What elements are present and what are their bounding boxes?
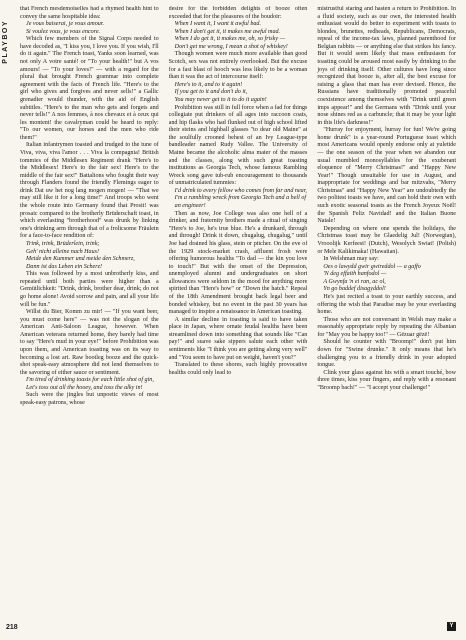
page-number: 218 <box>6 624 18 631</box>
paragraph: Such were the jingles but unpoetic views of most speak-easy patrons, whose <box>20 392 159 407</box>
paragraph: In Welshman may say: <box>323 256 379 263</box>
paragraph: "Hurray for enjoyment, hurray for fun! We're going home drunk" is a year-round Portuguese toast which most Americans would openly endorse only at yuletide — the one season of the year when we abandon our usual mumbled monosyllables for the exuberant eloquence of "Merry Christmas!" and "Happy New Year!" Though unsuitable for use in August, and inappropriate for weddings and bar mitzvahs, "Merry Christmas" and "Happy New Year" are undoubtedly the two politest toasts we have, and can hold their own with such exotic seasonal toasts as the French Joyeux Noël! the Spanish Feliz Navidad! and the Italian Buone Natale! <box>317 127 457 225</box>
paragraph: Which few members of the Signal Corps needed to have decoded as, "I kiss you, I love you. If you wish, I'll do it again." The French toast, Yanks soon learned, was not only A votre santé! or "To your health!" but A vos amours! — "To your loves!" — with a regard for the plural that brought French grammar into complete agreement with the facts of French life. "Here's to the girl who gives and forgives and never sells!" a Gallic grenadier would thunder, with the aid of English subtitles. "Here's to the man who gets and forgets and never tells!" A nos femmes, à nos chevaux et à ceux qui les montent! the cavalryman could be heard to reply: "To our women, our horses and the men who ride them!" <box>20 36 159 141</box>
column-3 <box>317 6 456 622</box>
verse-line: Je vous baiserai, je vous amour. <box>26 21 105 28</box>
verse-line: When I don't get it, it makes me awful mad. <box>174 28 281 35</box>
paragraph: Though women were much more available than good Scotch, sex was not entirely overlooked. But the excuse for a fast blast of hooch was less likely to be a woman than it was the act of intercourse itself: <box>168 51 308 81</box>
paragraph: Willst du Bier, Komm zu mir! — "If you want beer, you must come here" — was not the slogan of the American Anti-Saloon League, however. When American veterans returned home, they barely had time to say "Here's mud in your eye!" before Prohibition was upon them, and American toasting was on its way to becoming a lost art. Raw bootleg booze and the quick-shot speak-easy atmosphere did not lend themselves to the savoring of either sauce or sentiment. <box>20 309 159 376</box>
verse-line: Oes o lawydd gwir gwireddol — a gaffo <box>323 263 421 270</box>
paragraph: Then as now, Joe College was also one hell of a drinker, and fraternity brothers made a ritual of singing "Here's to Joe, he's true blue. He's a drunkard, through and through! Drink it down, chugalug, chugalug," until Joe had drained his glass, stein or pitcher. On the eve of the 1929 stock-market crash, affluent frosh were offering humorous healths "To dad — the kin you love to touch!" But with the onset of the Depression, unemployed alumni and undergraduates on short allowances were seldom in the mood for anything more spirited than "Here's how" or "Down the hatch." Repeal of the 18th Amendment brought back legal beer and bonded whiskey, but no event in the past 30 years has managed to inspire a renaissance in American toasting. <box>168 210 308 316</box>
paragraph: He's just recited a toast to your earthly success, and offering the wish that Paradise may be your everlasting home. <box>317 293 457 316</box>
verse-line: Trink, trink, Brüderlein, trink; <box>26 240 100 247</box>
verse-line: When I do get it, it makes me, oh, so frisky — <box>174 36 286 43</box>
verse-line: I'd drink to every fellow who comes from far and near, <box>174 187 307 194</box>
verse-line: Meide den Kummer und meide den Schmerz, <box>26 256 135 263</box>
verse-line: Yn go baddef disagyddol! <box>323 286 386 293</box>
paragraph: Should he counter with "Broomp!" don't put him down for "Swine drunke." It only means that he's challenging you to a friendly drink in your adopted tongue. <box>317 339 457 369</box>
verse-line: I'm a rambling wreck from Georgia Tech and a hell of an engineer! <box>174 195 307 210</box>
verse-line: Let's toss out all the hooey, and toss the alky in! <box>26 384 143 391</box>
paragraph: Prohibition was still in full force when a fad for things collegiate put drinkers of all ages into raccoon coats, and hip flasks who had flunked out of high school lifted their steins and highball glasses "to dear old Maine" at the soulfully crooned behest of an Ivy League-type bandleader named Rudy Vallee. The University of Maine became the alcoholic alma mater of the masses and the classes, along with such great toasting institutions as Georgia Tech, whose famous Rambling Wreck song gave tub-rub encouragement to thousands of unmatriculated tummies: <box>168 104 308 187</box>
verse-line: Here's to it, and to it again! <box>174 81 243 88</box>
verse-line: A Gwynfa 'n ei ran, ac ol, <box>323 278 386 285</box>
paragraph: that French mesdemoiselles had a rhymed health hint to convey the same hospitable idea: <box>20 6 159 20</box>
end-mark-icon: Y <box>447 622 456 631</box>
verse-line: Si voulez vous, je vous encore. <box>26 28 101 35</box>
column-1 <box>20 6 159 622</box>
verse-line: Dann ist das Leben ein Scherz! <box>26 263 102 270</box>
paragraph: Translated to these shores, such highly provocative healths could only lead to <box>168 362 308 376</box>
article-body <box>20 6 456 622</box>
verse-line: I'm tired of drinking toasts for each little shot of gin, <box>26 377 154 384</box>
paragraph: A similar decline in toasting is said to have taken place in Japan, where ornate feudal healths have been streamlined down into something that sounds like "Can pay!" and suave sake sippers salute each other with sentiments like "I think you are getting along very well" and "You seem to have put on weight, haven't you?" <box>168 316 308 361</box>
paragraph: Italian infantrymen toasted and trudged to the tune of Viva, viva, viva l'amor . . . Viva la compagnia! British tommies of the Middlesex Regiment drank "Here's to the Middlesex! Here's to the fair sex! Here's to the middle of the fair sex!" Battalions who fought their way through Flanders found the friendly Flemings eager to drink Dat uw het nog lang mogen mogen! — "That we may still like it for a long time!" And troops who went the whole route into Germany found that Prosit! was prosaic compared to the brotherly Brüderschaft toast, in which everlasting "brotherhood" was drunk by linking one's drinking arm through that of a frolicsome Fräulein for a face-to-face rendition of: <box>20 142 159 240</box>
magazine-name: PLAYBOY <box>2 20 9 64</box>
paragraph: Those who are not conversant in Welsh may make a reasonably appropriate reply by repeating the Albanian for "May you be happy too!" — Gëzuar gëzë! <box>317 316 457 338</box>
paragraph: desire for the forbidden delights of booze often exceeded that for the pleasures of the boudoir: <box>168 6 308 20</box>
paragraph: mistrustful staring and hasten a return to Prohibition. In a fluid society, such as our own, the interested health enthusiast would do better to experiment with toasts to blondes, brunettes, redheads, Republicans, Democrats, repeal of the income-tax laws, planned parenthood for Belgian rabbits — or anything else that strikes his fancy. But it would seem likely that mass enthusiasm for toasting could be aroused most easily by drinking to the joys of drinking itself. Other cultures have long since recognized that booze is, after all, the best excuse for raising a glass that man has ever devised. Hence, the Russians have traditionally promoted peaceful coexistence among themselves with "Drink until green imps appear!" and the Germans with "Drink until your nose shines red as a carbuncle; that it may be your light in this life's darkness!" <box>317 6 457 126</box>
column-2 <box>169 6 308 622</box>
page-footer <box>4 622 462 634</box>
paragraph: Clink your glass against his with a smart touché, bow three times, kiss your fingers, and reply with a resonant "Broomp bach!" — "I accept your challenge!" <box>317 369 457 391</box>
paragraph: This was followed by a most unbrotherly kiss, and repeated until both parties were higher than a Gemütlichkeit: "Drink, drink, brother dear, drink; do not go home alone! Avoid sorrow and pain, and all your life will be fun." <box>20 271 159 308</box>
verse-line: You may never get to it to do it again! <box>174 96 267 103</box>
verse-line: When I want it, I want it awful bad. <box>174 21 261 28</box>
verse-line: 'N deg effaith hanfodol — <box>323 271 387 278</box>
paragraph: Depending on where one spends the holidays, the Christmas toast may be Glaedelig Jul! (Norwegian), Vrooolijk Kerfeest! (Dutch), Wesolych Swiat! (Polish) or Mele Kalikimaka! (Hawaiian). <box>317 225 457 255</box>
verse-line: If you get to it and don't do it, <box>174 89 248 96</box>
verse-line: Don't get me wrong, I mean a shot of whiskey! <box>174 43 288 50</box>
verse-line: Geh' nicht alleine nach Haus! <box>26 248 100 255</box>
